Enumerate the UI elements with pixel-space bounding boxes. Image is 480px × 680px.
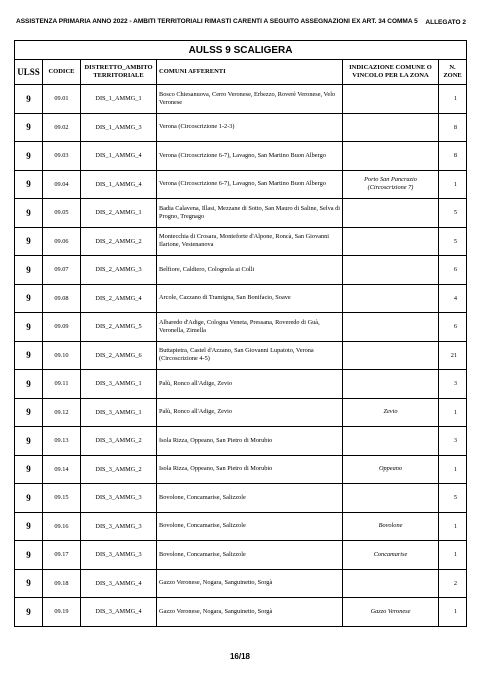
table-row xyxy=(15,199,467,228)
vincolo-cell: Gazzo Veronese xyxy=(343,598,439,627)
codice-cell: 09.19 xyxy=(43,598,81,627)
col-header-ulss: ULSS xyxy=(15,60,43,85)
distretto-cell: DIS_3_AMMG_4 xyxy=(81,598,157,627)
ulss-cell: 9 xyxy=(15,455,43,484)
codice-cell: 09.14 xyxy=(43,455,81,484)
vincolo-cell: Bovolone xyxy=(343,512,439,541)
zone-cell: 1 xyxy=(439,598,467,627)
zone-cell: 6 xyxy=(439,256,467,285)
col-header-vincolo: INDICAZIONE COMUNE O VINCOLO PER LA ZONA xyxy=(343,60,439,85)
distretto-cell: DIS_1_AMMG_4 xyxy=(81,142,157,171)
vincolo-cell xyxy=(343,256,439,285)
vincolo-cell xyxy=(343,199,439,228)
table-row xyxy=(15,85,467,114)
table-row xyxy=(15,341,467,370)
table-body xyxy=(15,85,467,627)
table-row xyxy=(15,256,467,285)
comuni-cell: Bovolone, Concamarise, Salizzole xyxy=(157,541,343,570)
codice-cell: 09.04 xyxy=(43,170,81,199)
zone-cell: 1 xyxy=(439,170,467,199)
codice-cell: 09.07 xyxy=(43,256,81,285)
comuni-cell: Buttapietra, Castel d'Azzano, San Giovanni Lupatoto, Verona (Circoscrizione 4-5) xyxy=(157,341,343,370)
ulss-cell: 9 xyxy=(15,427,43,456)
ulss-cell: 9 xyxy=(15,85,43,114)
distretto-cell: DIS_3_AMMG_3 xyxy=(81,484,157,513)
table-row xyxy=(15,398,467,427)
col-header-zone: N. ZONE xyxy=(439,60,467,85)
ulss-cell: 9 xyxy=(15,142,43,171)
comuni-cell: Bovolone, Concamarise, Salizzole xyxy=(157,484,343,513)
comuni-cell: Palù, Ronco all'Adige, Zevio xyxy=(157,398,343,427)
document-title: ASSISTENZA PRIMARIA ANNO 2022 - AMBITI TERRITORIALI RIMASTI CARENTI A SEGUITO ASSEGNAZIONI EX ART. 34 COMMA 5 xyxy=(16,18,418,25)
ulss-cell: 9 xyxy=(15,227,43,256)
comuni-cell: Albaredo d'Adige, Cologna Veneta, Pressana, Roveredo di Guà, Veronella, Zimella xyxy=(157,313,343,342)
zone-cell: 2 xyxy=(439,569,467,598)
vincolo-cell xyxy=(343,284,439,313)
comuni-cell: Belfiore, Caldiero, Colognola ai Colli xyxy=(157,256,343,285)
codice-cell: 09.17 xyxy=(43,541,81,570)
table-row xyxy=(15,170,467,199)
comuni-cell: Montecchia di Crosara, Monteforte d'Alpone, Roncà, San Giovanni Ilarione, Vestenanova xyxy=(157,227,343,256)
codice-cell: 09.10 xyxy=(43,341,81,370)
page-number: 16/18 xyxy=(229,652,251,661)
distretto-cell: DIS_1_AMMG_3 xyxy=(81,113,157,142)
col-header-codice: CODICE xyxy=(43,60,81,85)
distretto-cell: DIS_2_AMMG_2 xyxy=(81,227,157,256)
zone-cell: 5 xyxy=(439,484,467,513)
ulss-cell: 9 xyxy=(15,569,43,598)
codice-cell: 09.06 xyxy=(43,227,81,256)
zone-cell: 1 xyxy=(439,455,467,484)
ulss-cell: 9 xyxy=(15,199,43,228)
ulss-cell: 9 xyxy=(15,170,43,199)
table-row xyxy=(15,284,467,313)
zone-cell: 6 xyxy=(439,313,467,342)
vincolo-cell: Zevio xyxy=(343,398,439,427)
zone-cell: 1 xyxy=(439,85,467,114)
ulss-cell: 9 xyxy=(15,284,43,313)
comuni-cell: Isola Rizza, Oppeano, San Pietro di Morubio xyxy=(157,427,343,456)
vincolo-cell xyxy=(343,85,439,114)
attachment-label: ALLEGATO 2 xyxy=(425,19,466,26)
comuni-cell: Verona (Circoscrizione 6-7), Lavagno, San Martino Buon Albergo xyxy=(157,170,343,199)
vincolo-cell xyxy=(343,370,439,399)
distretto-cell: DIS_3_AMMG_2 xyxy=(81,455,157,484)
zone-cell: 1 xyxy=(439,398,467,427)
zone-cell: 5 xyxy=(439,227,467,256)
table-row xyxy=(15,512,467,541)
table-row xyxy=(15,598,467,627)
vincolo-cell xyxy=(343,113,439,142)
zone-cell: 4 xyxy=(439,284,467,313)
comuni-cell: Bovolone, Concamarise, Salizzole xyxy=(157,512,343,541)
zone-cell: 3 xyxy=(439,370,467,399)
col-header-distretto: DISTRETTO_AMBITO TERRITORIALE xyxy=(81,60,157,85)
ulss-cell: 9 xyxy=(15,370,43,399)
ulss-cell: 9 xyxy=(15,341,43,370)
vincolo-cell: Porto San Pancrazio (Circoscrizione 7) xyxy=(343,170,439,199)
vincolo-cell: Concamarise xyxy=(343,541,439,570)
vincolo-cell xyxy=(343,313,439,342)
table-row xyxy=(15,541,467,570)
table-caption: AULSS 9 SCALIGERA xyxy=(15,41,467,60)
codice-cell: 09.03 xyxy=(43,142,81,171)
distretto-cell: DIS_1_AMMG_1 xyxy=(81,85,157,114)
comuni-cell: Gazzo Veronese, Nogara, Sanguinetto, Sorgà xyxy=(157,569,343,598)
codice-cell: 09.01 xyxy=(43,85,81,114)
table-row xyxy=(15,313,467,342)
zone-cell: 3 xyxy=(439,427,467,456)
distretto-cell: DIS_2_AMMG_4 xyxy=(81,284,157,313)
table-row xyxy=(15,370,467,399)
codice-cell: 09.09 xyxy=(43,313,81,342)
distretto-cell: DIS_1_AMMG_4 xyxy=(81,170,157,199)
distretto-cell: DIS_3_AMMG_4 xyxy=(81,569,157,598)
codice-cell: 09.11 xyxy=(43,370,81,399)
ulss-cell: 9 xyxy=(15,398,43,427)
codice-cell: 09.02 xyxy=(43,113,81,142)
table-row xyxy=(15,227,467,256)
codice-cell: 09.13 xyxy=(43,427,81,456)
distretto-cell: DIS_2_AMMG_5 xyxy=(81,313,157,342)
table-row xyxy=(15,113,467,142)
zone-cell: 1 xyxy=(439,512,467,541)
table-row xyxy=(15,142,467,171)
comuni-cell: Badia Calavena, Illasi, Mezzane di Sotto, San Mauro di Saline, Selva di Progno, Tregnago xyxy=(157,199,343,228)
ulss-cell: 9 xyxy=(15,313,43,342)
table-row xyxy=(15,569,467,598)
comuni-cell: Gazzo Veronese, Nogara, Sanguinetto, Sorgà xyxy=(157,598,343,627)
comuni-cell: Bosco Chiesanuova, Cerro Veronese, Erbezzo, Roverè Veronese, Velo Veronese xyxy=(157,85,343,114)
vincolo-cell xyxy=(343,142,439,171)
ulss-cell: 9 xyxy=(15,484,43,513)
zone-cell: 8 xyxy=(439,113,467,142)
comuni-cell: Palù, Ronco all'Adige, Zevio xyxy=(157,370,343,399)
codice-cell: 09.15 xyxy=(43,484,81,513)
ulss-cell: 9 xyxy=(15,541,43,570)
distretto-cell: DIS_3_AMMG_3 xyxy=(81,512,157,541)
codice-cell: 09.16 xyxy=(43,512,81,541)
zone-cell: 8 xyxy=(439,142,467,171)
table-row xyxy=(15,455,467,484)
distretto-cell: DIS_3_AMMG_1 xyxy=(81,398,157,427)
comuni-cell: Verona (Circoscrizione 1-2-3) xyxy=(157,113,343,142)
distretto-cell: DIS_2_AMMG_6 xyxy=(81,341,157,370)
table-row xyxy=(15,427,467,456)
comuni-cell: Arcole, Cazzano di Tramigna, San Bonifacio, Soave xyxy=(157,284,343,313)
distretto-cell: DIS_2_AMMG_3 xyxy=(81,256,157,285)
distretto-cell: DIS_3_AMMG_1 xyxy=(81,370,157,399)
col-header-comuni: COMUNI AFFERENTI xyxy=(157,60,343,85)
codice-cell: 09.18 xyxy=(43,569,81,598)
vincolo-cell xyxy=(343,341,439,370)
comuni-cell: Verona (Circoscrizione 6-7), Lavagno, San Martino Buon Albergo xyxy=(157,142,343,171)
zone-cell: 21 xyxy=(439,341,467,370)
ulss-cell: 9 xyxy=(15,256,43,285)
vincolo-cell xyxy=(343,569,439,598)
distretto-cell: DIS_3_AMMG_3 xyxy=(81,541,157,570)
codice-cell: 09.05 xyxy=(43,199,81,228)
zones-table xyxy=(14,40,467,627)
vincolo-cell xyxy=(343,484,439,513)
zone-cell: 1 xyxy=(439,541,467,570)
comuni-cell: Isola Rizza, Oppeano, San Pietro di Morubio xyxy=(157,455,343,484)
codice-cell: 09.08 xyxy=(43,284,81,313)
vincolo-cell: Oppeano xyxy=(343,455,439,484)
zone-cell: 5 xyxy=(439,199,467,228)
ulss-cell: 9 xyxy=(15,512,43,541)
table-row xyxy=(15,484,467,513)
distretto-cell: DIS_2_AMMG_1 xyxy=(81,199,157,228)
ulss-cell: 9 xyxy=(15,598,43,627)
distretto-cell: DIS_3_AMMG_2 xyxy=(81,427,157,456)
vincolo-cell xyxy=(343,427,439,456)
vincolo-cell xyxy=(343,227,439,256)
codice-cell: 09.12 xyxy=(43,398,81,427)
column-headers xyxy=(15,60,467,85)
ulss-cell: 9 xyxy=(15,113,43,142)
